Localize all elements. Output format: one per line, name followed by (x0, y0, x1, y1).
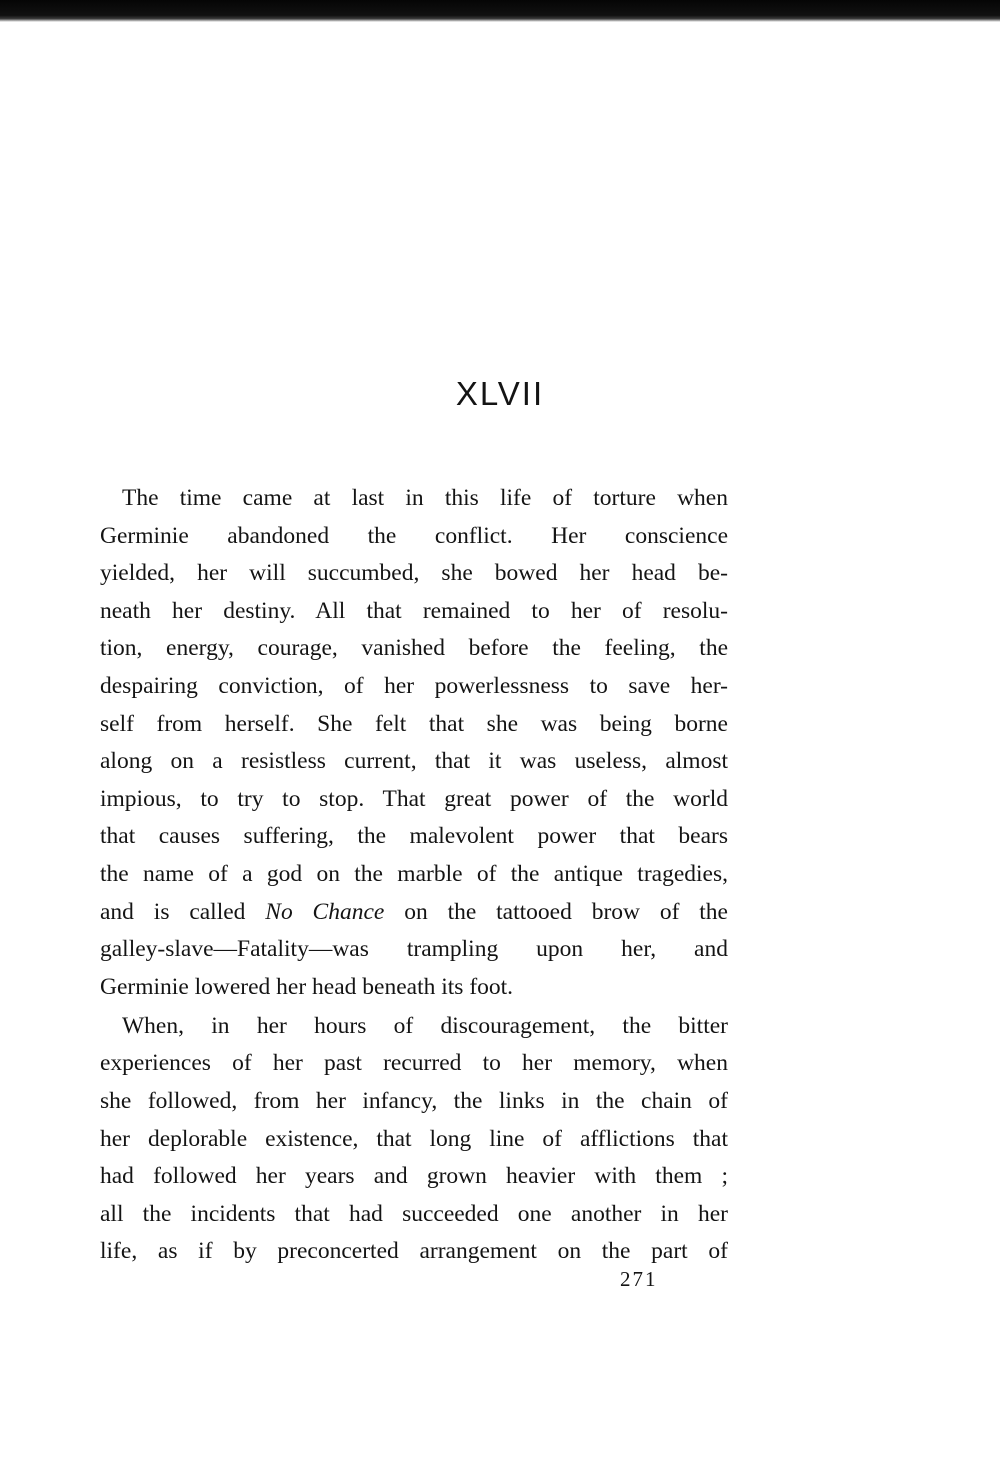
scan-edge-bar (0, 0, 1000, 22)
text-line: impious, to try to stop. That great power of the world (100, 785, 728, 812)
text-line: galley-slave—Fatality—was trampling upon her, and (100, 936, 728, 963)
text-line-with-italic (100, 894, 728, 932)
text-fragment: and is called (100, 898, 266, 925)
text-line: that causes suffering, the malevolent power that bears (100, 823, 728, 850)
text-line: had followed her years and grown heavier with them ; (100, 1163, 728, 1190)
text-line: yielded, her will succumbed, she bowed her head be- (100, 560, 728, 587)
text-line: life, as if by preconcerted arrangement on the part of (100, 1238, 728, 1265)
text-line: her deplorable existence, that long line of afflictions that (100, 1125, 728, 1152)
text-line: tion, energy, courage, vanished before the feeling, the (100, 635, 728, 662)
text-line: Germinie abandoned the conflict. Her conscience (100, 522, 728, 549)
text-line: When, in her hours of discouragement, the bitter (122, 1012, 728, 1039)
page-number: 271 (620, 1267, 658, 1291)
text-line: Germinie lowered her head beneath its foot. (100, 973, 514, 1000)
text-fragment: on the tattooed brow of the (384, 898, 728, 925)
text-line: despairing conviction, of her powerlessness to save her- (100, 672, 728, 699)
text-line: neath her destiny. All that remained to her of resolu- (100, 597, 728, 624)
text-line: The time came at last in this life of torture when (122, 485, 728, 511)
chapter-heading: XLVII (455, 375, 545, 412)
text-line: experiences of her past recurred to her memory, when (100, 1050, 728, 1077)
text-line: along on a resistless current, that it was useless, almost (100, 748, 728, 775)
text-line: all the incidents that had succeeded one another in her (100, 1200, 728, 1227)
italic-phrase: No Chance (265, 898, 385, 925)
text-line: she followed, from her infancy, the links in the chain of (100, 1088, 728, 1114)
body-text (100, 480, 728, 1271)
text-line: self from herself. She felt that she was being borne (100, 710, 728, 737)
text-line: the name of a god on the marble of the antique tragedies, (100, 860, 728, 887)
